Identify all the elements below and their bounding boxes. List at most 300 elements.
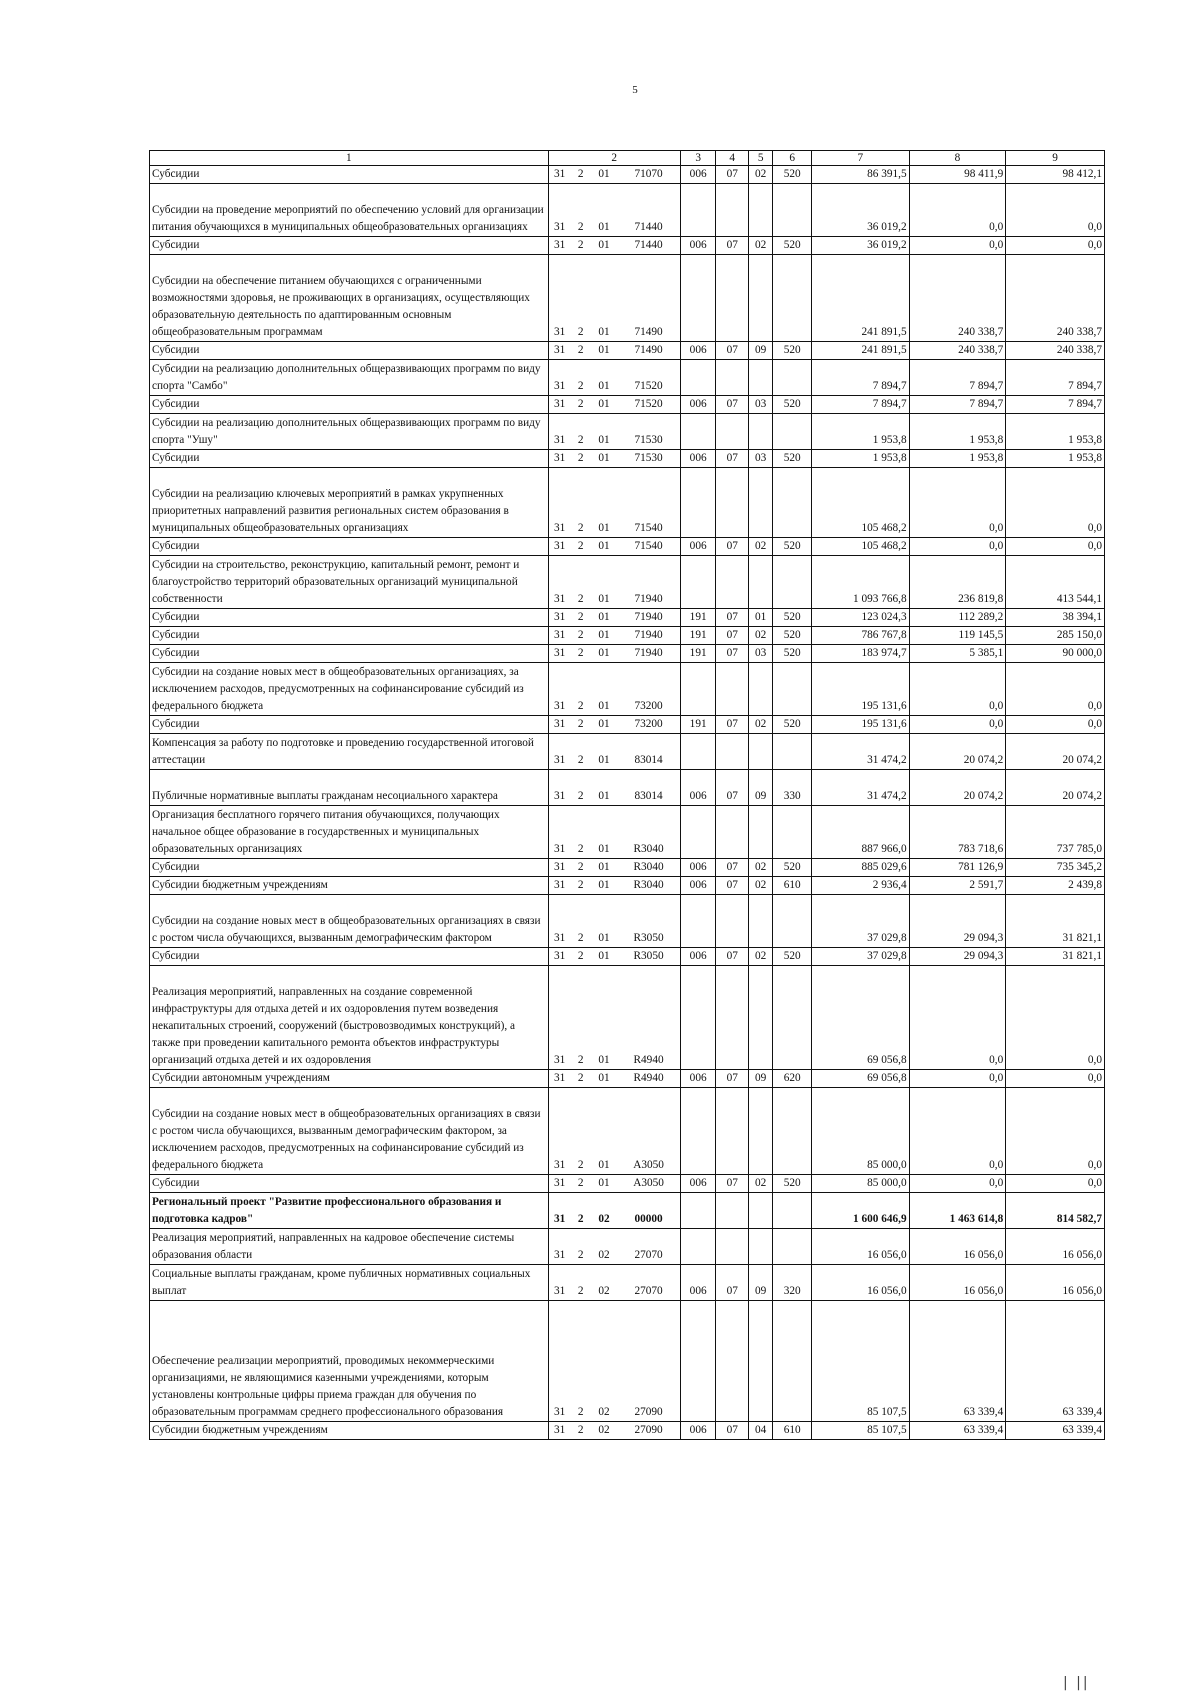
row-code-section: 07 (716, 877, 749, 895)
table-row (150, 1175, 1105, 1193)
row-code-expense-type: 520 (773, 627, 812, 645)
row-code-group: 01 (591, 538, 617, 556)
row-amount-year-3: 2 439,8 (1006, 877, 1105, 895)
row-name: Субсидии (150, 396, 549, 414)
row-code-expense-type (773, 255, 812, 342)
row-code-subprogram: 2 (571, 734, 591, 770)
row-amount-year-3: 0,0 (1006, 468, 1105, 538)
row-code-direction: 71520 (617, 360, 680, 396)
row-amount-year-3: 7 894,7 (1006, 360, 1105, 396)
row-code-expense-type: 520 (773, 396, 812, 414)
table-row (150, 237, 1105, 255)
row-code-program: 31 (548, 450, 570, 468)
row-code-ministry (680, 895, 716, 948)
row-amount-year-2: 0,0 (909, 716, 1006, 734)
table-row (150, 859, 1105, 877)
row-code-direction: R3050 (617, 948, 680, 966)
row-code-direction: 71940 (617, 556, 680, 609)
row-code-program: 31 (548, 1422, 570, 1440)
row-code-subsection (748, 1301, 772, 1422)
row-code-group: 01 (591, 734, 617, 770)
row-amount-year-1: 86 391,5 (812, 166, 910, 184)
row-code-group: 01 (591, 237, 617, 255)
table-row (150, 770, 1105, 806)
row-code-ministry (680, 1193, 716, 1229)
row-code-subprogram: 2 (571, 895, 591, 948)
row-code-expense-type (773, 734, 812, 770)
row-amount-year-1: 241 891,5 (812, 255, 910, 342)
row-code-ministry: 191 (680, 716, 716, 734)
row-code-program: 31 (548, 414, 570, 450)
row-code-section: 07 (716, 237, 749, 255)
row-code-section: 07 (716, 396, 749, 414)
row-amount-year-3: 7 894,7 (1006, 396, 1105, 414)
row-amount-year-2: 1 463 614,8 (909, 1193, 1006, 1229)
row-code-ministry: 006 (680, 948, 716, 966)
row-code-subprogram: 2 (571, 414, 591, 450)
table-row (150, 895, 1105, 948)
row-amount-year-1: 85 000,0 (812, 1175, 910, 1193)
row-name: Субсидии бюджетным учреждениям (150, 877, 549, 895)
row-code-subprogram: 2 (571, 1175, 591, 1193)
row-code-section (716, 734, 749, 770)
row-code-expense-type: 520 (773, 859, 812, 877)
row-amount-year-2: 2 591,7 (909, 877, 1006, 895)
row-amount-year-1: 786 767,8 (812, 627, 910, 645)
table-row (150, 1422, 1105, 1440)
row-code-subprogram: 2 (571, 627, 591, 645)
row-code-expense-type (773, 895, 812, 948)
row-amount-year-3: 285 150,0 (1006, 627, 1105, 645)
row-amount-year-1: 1 093 766,8 (812, 556, 910, 609)
row-code-direction: 83014 (617, 770, 680, 806)
row-code-program: 31 (548, 645, 570, 663)
table-row (150, 609, 1105, 627)
row-code-group: 01 (591, 770, 617, 806)
row-code-expense-type: 520 (773, 948, 812, 966)
row-code-section: 07 (716, 716, 749, 734)
row-name: Обеспечение реализации мероприятий, проводимых некоммерческими организациями, не являющимися казенными учреждениями, которым установлены контрольные цифры приема граждан для обучения по образовательным программам среднего профессионального образования (150, 1301, 549, 1422)
row-name: Субсидии (150, 237, 549, 255)
row-code-expense-type (773, 468, 812, 538)
table-row (150, 948, 1105, 966)
row-amount-year-1: 85 107,5 (812, 1301, 910, 1422)
row-name: Субсидии бюджетным учреждениям (150, 1422, 549, 1440)
row-name: Субсидии на создание новых мест в общеобразовательных организациях в связи с ростом числа обучающихся, вызванным демографическим фактором (150, 895, 549, 948)
row-amount-year-1: 16 056,0 (812, 1265, 910, 1301)
row-code-subprogram: 2 (571, 770, 591, 806)
row-code-subprogram: 2 (571, 1070, 591, 1088)
row-code-program: 31 (548, 1175, 570, 1193)
row-amount-year-3: 0,0 (1006, 1070, 1105, 1088)
row-code-group: 01 (591, 468, 617, 538)
row-amount-year-3: 0,0 (1006, 237, 1105, 255)
row-amount-year-2: 7 894,7 (909, 360, 1006, 396)
row-code-program: 31 (548, 734, 570, 770)
row-code-direction: 71940 (617, 645, 680, 663)
row-code-ministry: 006 (680, 859, 716, 877)
row-amount-year-3: 16 056,0 (1006, 1229, 1105, 1265)
row-name: Субсидии автономным учреждениям (150, 1070, 549, 1088)
row-code-subsection (748, 468, 772, 538)
row-code-program: 31 (548, 1301, 570, 1422)
row-amount-year-2: 20 074,2 (909, 734, 1006, 770)
row-amount-year-2: 29 094,3 (909, 895, 1006, 948)
row-name: Субсидии (150, 166, 549, 184)
row-name: Субсидии (150, 716, 549, 734)
row-amount-year-2: 0,0 (909, 1175, 1006, 1193)
table-row (150, 342, 1105, 360)
row-amount-year-2: 0,0 (909, 1070, 1006, 1088)
row-code-subprogram: 2 (571, 1229, 591, 1265)
row-code-subsection (748, 255, 772, 342)
row-code-group: 01 (591, 342, 617, 360)
row-amount-year-3: 814 582,7 (1006, 1193, 1105, 1229)
row-code-program: 31 (548, 966, 570, 1070)
row-code-group: 01 (591, 966, 617, 1070)
row-name: Субсидии на создание новых мест в общеобразовательных организациях в связи с ростом числа обучающихся, вызванным демографическим фактором, за исключением расходов, предусмотренных на софинансирование субсидий из федерального бюджета (150, 1088, 549, 1175)
table-row (150, 360, 1105, 396)
row-code-program: 31 (548, 237, 570, 255)
row-code-expense-type: 520 (773, 645, 812, 663)
row-amount-year-3: 240 338,7 (1006, 255, 1105, 342)
table-row (150, 877, 1105, 895)
row-amount-year-3: 20 074,2 (1006, 734, 1105, 770)
row-code-direction: R4940 (617, 1070, 680, 1088)
row-code-group: 01 (591, 255, 617, 342)
row-code-direction: R3040 (617, 877, 680, 895)
row-code-subsection: 02 (748, 237, 772, 255)
row-code-subsection (748, 414, 772, 450)
row-code-subsection: 09 (748, 1070, 772, 1088)
row-amount-year-3: 63 339,4 (1006, 1301, 1105, 1422)
budget-table (149, 150, 1105, 1440)
row-code-expense-type: 520 (773, 450, 812, 468)
row-name: Субсидии на обеспечение питанием обучающихся с ограниченными возможностями здоровья, не проживающих в организациях, осуществляющих образовательную деятельность по адаптированным основным общеобразовательным программам (150, 255, 549, 342)
row-code-section: 07 (716, 627, 749, 645)
row-code-group: 01 (591, 414, 617, 450)
row-code-program: 31 (548, 859, 570, 877)
table-row (150, 645, 1105, 663)
row-code-program: 31 (548, 609, 570, 627)
row-code-expense-type: 610 (773, 1422, 812, 1440)
row-code-ministry: 006 (680, 538, 716, 556)
row-code-direction: 71540 (617, 468, 680, 538)
row-code-ministry: 006 (680, 770, 716, 806)
row-name: Региональный проект "Развитие профессионального образования и подготовка кадров" (150, 1193, 549, 1229)
row-name: Субсидии (150, 859, 549, 877)
row-name: Субсидии на реализацию ключевых мероприятий в рамках укрупненных приоритетных направлений развития региональных систем образования в муниципальных общеобразовательных организациях (150, 468, 549, 538)
row-code-ministry: 006 (680, 166, 716, 184)
row-code-direction: R3040 (617, 806, 680, 859)
row-amount-year-2: 0,0 (909, 184, 1006, 237)
row-code-section: 07 (716, 1265, 749, 1301)
row-code-ministry (680, 734, 716, 770)
table-row (150, 1193, 1105, 1229)
row-amount-year-2: 236 819,8 (909, 556, 1006, 609)
row-amount-year-3: 31 821,1 (1006, 895, 1105, 948)
table-row (150, 1265, 1105, 1301)
row-code-ministry (680, 468, 716, 538)
row-code-direction: 00000 (617, 1193, 680, 1229)
row-code-subprogram: 2 (571, 184, 591, 237)
header-col-2: 2 (548, 151, 680, 166)
row-code-subsection: 02 (748, 538, 772, 556)
row-name: Субсидии (150, 538, 549, 556)
row-name: Субсидии (150, 948, 549, 966)
row-code-subsection (748, 1088, 772, 1175)
row-code-ministry (680, 1229, 716, 1265)
row-amount-year-1: 195 131,6 (812, 663, 910, 716)
table-row (150, 734, 1105, 770)
row-amount-year-2: 1 953,8 (909, 450, 1006, 468)
row-code-subprogram: 2 (571, 342, 591, 360)
row-code-group: 01 (591, 184, 617, 237)
row-code-expense-type: 520 (773, 237, 812, 255)
row-code-program: 31 (548, 770, 570, 806)
row-code-expense-type: 620 (773, 1070, 812, 1088)
row-code-program: 31 (548, 556, 570, 609)
row-code-subsection: 02 (748, 166, 772, 184)
row-code-program: 31 (548, 360, 570, 396)
row-amount-year-1: 36 019,2 (812, 237, 910, 255)
row-code-ministry: 006 (680, 1070, 716, 1088)
row-code-direction: 71940 (617, 609, 680, 627)
row-code-section: 07 (716, 609, 749, 627)
row-name: Субсидии (150, 609, 549, 627)
row-code-group: 01 (591, 556, 617, 609)
row-code-direction: 27070 (617, 1229, 680, 1265)
row-name: Социальные выплаты гражданам, кроме публичных нормативных социальных выплат (150, 1265, 549, 1301)
row-code-expense-type: 520 (773, 716, 812, 734)
row-code-section: 07 (716, 450, 749, 468)
row-code-direction: 71070 (617, 166, 680, 184)
row-code-expense-type: 520 (773, 1175, 812, 1193)
row-code-expense-type (773, 966, 812, 1070)
row-amount-year-2: 20 074,2 (909, 770, 1006, 806)
row-amount-year-3: 90 000,0 (1006, 645, 1105, 663)
row-code-subprogram: 2 (571, 556, 591, 609)
row-code-program: 31 (548, 166, 570, 184)
row-code-ministry (680, 184, 716, 237)
row-code-ministry: 006 (680, 396, 716, 414)
row-code-group: 01 (591, 360, 617, 396)
row-amount-year-1: 85 000,0 (812, 1088, 910, 1175)
row-code-group: 02 (591, 1229, 617, 1265)
table-row (150, 1070, 1105, 1088)
row-code-group: 01 (591, 948, 617, 966)
row-code-subsection: 04 (748, 1422, 772, 1440)
row-code-subsection: 09 (748, 1265, 772, 1301)
row-amount-year-2: 98 411,9 (909, 166, 1006, 184)
header-col-8: 8 (909, 151, 1006, 166)
row-code-section (716, 414, 749, 450)
row-name: Реализация мероприятий, направленных на создание современной инфраструктуры для отдыха детей и их оздоровления путем возведения некапитальных строений, сооружений (быстровозводимых конструкций), а также при проведении капитального ремонта объектов инфраструктуры организаций отдыха детей и их оздоровления (150, 966, 549, 1070)
row-code-program: 31 (548, 895, 570, 948)
row-code-subsection: 02 (748, 627, 772, 645)
row-code-section (716, 1088, 749, 1175)
row-code-direction: 71490 (617, 255, 680, 342)
row-code-subsection: 03 (748, 450, 772, 468)
row-code-ministry (680, 360, 716, 396)
row-code-section: 07 (716, 1175, 749, 1193)
row-name: Субсидии (150, 342, 549, 360)
row-code-group: 02 (591, 1301, 617, 1422)
row-code-group: 02 (591, 1265, 617, 1301)
row-code-subsection (748, 184, 772, 237)
row-code-subprogram: 2 (571, 396, 591, 414)
row-amount-year-1: 1 953,8 (812, 414, 910, 450)
row-code-subsection: 02 (748, 877, 772, 895)
row-code-ministry (680, 414, 716, 450)
row-code-subsection (748, 806, 772, 859)
row-code-direction: 71520 (617, 396, 680, 414)
row-code-direction: 71540 (617, 538, 680, 556)
row-code-group: 01 (591, 450, 617, 468)
row-amount-year-2: 781 126,9 (909, 859, 1006, 877)
row-code-section: 07 (716, 645, 749, 663)
row-amount-year-2: 16 056,0 (909, 1229, 1006, 1265)
row-code-direction: А3050 (617, 1088, 680, 1175)
row-code-program: 31 (548, 255, 570, 342)
row-amount-year-1: 37 029,8 (812, 948, 910, 966)
row-code-expense-type (773, 360, 812, 396)
row-code-ministry: 006 (680, 1422, 716, 1440)
row-code-section: 07 (716, 948, 749, 966)
table-row (150, 627, 1105, 645)
row-amount-year-3: 413 544,1 (1006, 556, 1105, 609)
row-amount-year-1: 123 024,3 (812, 609, 910, 627)
row-amount-year-2: 0,0 (909, 663, 1006, 716)
row-code-direction: 27070 (617, 1265, 680, 1301)
row-code-section (716, 255, 749, 342)
row-code-group: 01 (591, 166, 617, 184)
row-code-ministry (680, 556, 716, 609)
row-name: Субсидии на строительство, реконструкцию, капитальный ремонт, ремонт и благоустройство территорий образовательных организаций муниципальной собственности (150, 556, 549, 609)
row-code-direction: 73200 (617, 663, 680, 716)
table-row (150, 450, 1105, 468)
table-row (150, 184, 1105, 237)
row-amount-year-3: 31 821,1 (1006, 948, 1105, 966)
row-name: Субсидии (150, 450, 549, 468)
table-row (150, 396, 1105, 414)
row-code-subsection (748, 360, 772, 396)
row-name: Реализация мероприятий, направленных на кадровое обеспечение системы образования области (150, 1229, 549, 1265)
row-code-section (716, 663, 749, 716)
row-code-group: 01 (591, 1070, 617, 1088)
row-code-group: 01 (591, 645, 617, 663)
row-code-subsection: 01 (748, 609, 772, 627)
row-amount-year-3: 1 953,8 (1006, 414, 1105, 450)
row-code-section (716, 895, 749, 948)
row-code-direction: А3050 (617, 1175, 680, 1193)
row-code-ministry: 006 (680, 450, 716, 468)
row-amount-year-1: 1 600 646,9 (812, 1193, 910, 1229)
row-amount-year-1: 85 107,5 (812, 1422, 910, 1440)
row-code-group: 01 (591, 627, 617, 645)
row-amount-year-3: 0,0 (1006, 1175, 1105, 1193)
row-amount-year-3: 1 953,8 (1006, 450, 1105, 468)
row-amount-year-2: 0,0 (909, 237, 1006, 255)
row-name: Публичные нормативные выплаты гражданам несоциального характера (150, 770, 549, 806)
row-code-section (716, 556, 749, 609)
row-code-subprogram: 2 (571, 360, 591, 396)
row-amount-year-1: 1 953,8 (812, 450, 910, 468)
header-col-6: 6 (773, 151, 812, 166)
row-amount-year-3: 38 394,1 (1006, 609, 1105, 627)
row-code-subprogram: 2 (571, 538, 591, 556)
row-code-ministry: 191 (680, 627, 716, 645)
row-code-section (716, 806, 749, 859)
row-code-program: 31 (548, 342, 570, 360)
row-code-section (716, 1229, 749, 1265)
row-code-subsection (748, 734, 772, 770)
row-amount-year-1: 887 966,0 (812, 806, 910, 859)
row-code-program: 31 (548, 1229, 570, 1265)
row-amount-year-1: 105 468,2 (812, 538, 910, 556)
row-code-section: 07 (716, 538, 749, 556)
table-header (150, 151, 1105, 166)
row-code-program: 31 (548, 538, 570, 556)
row-code-ministry (680, 966, 716, 1070)
row-name: Субсидии (150, 627, 549, 645)
row-amount-year-3: 0,0 (1006, 716, 1105, 734)
row-code-direction: 27090 (617, 1301, 680, 1422)
row-amount-year-2: 240 338,7 (909, 255, 1006, 342)
header-col-5: 5 (748, 151, 772, 166)
row-code-program: 31 (548, 627, 570, 645)
header-col-1: 1 (150, 151, 549, 166)
row-code-subprogram: 2 (571, 948, 591, 966)
row-code-subprogram: 2 (571, 806, 591, 859)
row-amount-year-3: 0,0 (1006, 184, 1105, 237)
row-name: Субсидии на реализацию дополнительных общеразвивающих программ по виду спорта "Ушу" (150, 414, 549, 450)
row-code-program: 31 (548, 1088, 570, 1175)
row-code-ministry: 006 (680, 1265, 716, 1301)
row-code-expense-type: 320 (773, 1265, 812, 1301)
row-code-expense-type: 520 (773, 609, 812, 627)
row-code-section: 07 (716, 859, 749, 877)
row-code-subprogram: 2 (571, 1301, 591, 1422)
row-code-expense-type (773, 1088, 812, 1175)
row-code-program: 31 (548, 716, 570, 734)
row-code-section (716, 1301, 749, 1422)
row-amount-year-1: 36 019,2 (812, 184, 910, 237)
row-amount-year-1: 7 894,7 (812, 360, 910, 396)
row-amount-year-3: 240 338,7 (1006, 342, 1105, 360)
row-code-expense-type (773, 806, 812, 859)
row-code-group: 02 (591, 1193, 617, 1229)
row-code-group: 01 (591, 663, 617, 716)
row-code-ministry (680, 1088, 716, 1175)
row-amount-year-1: 31 474,2 (812, 734, 910, 770)
row-code-expense-type: 330 (773, 770, 812, 806)
row-amount-year-1: 195 131,6 (812, 716, 910, 734)
row-code-program: 31 (548, 1193, 570, 1229)
row-code-subsection (748, 663, 772, 716)
row-code-direction: 83014 (617, 734, 680, 770)
row-name: Субсидии на создание новых мест в общеобразовательных организациях, за исключением расходов, предусмотренных на софинансирование субсидий из федерального бюджета (150, 663, 549, 716)
row-amount-year-2: 63 339,4 (909, 1422, 1006, 1440)
row-amount-year-2: 0,0 (909, 538, 1006, 556)
row-code-expense-type (773, 414, 812, 450)
row-code-direction: 73200 (617, 716, 680, 734)
row-code-ministry: 006 (680, 877, 716, 895)
table-row (150, 468, 1105, 538)
row-code-section: 07 (716, 1422, 749, 1440)
row-amount-year-2: 112 289,2 (909, 609, 1006, 627)
row-code-subsection: 02 (748, 716, 772, 734)
